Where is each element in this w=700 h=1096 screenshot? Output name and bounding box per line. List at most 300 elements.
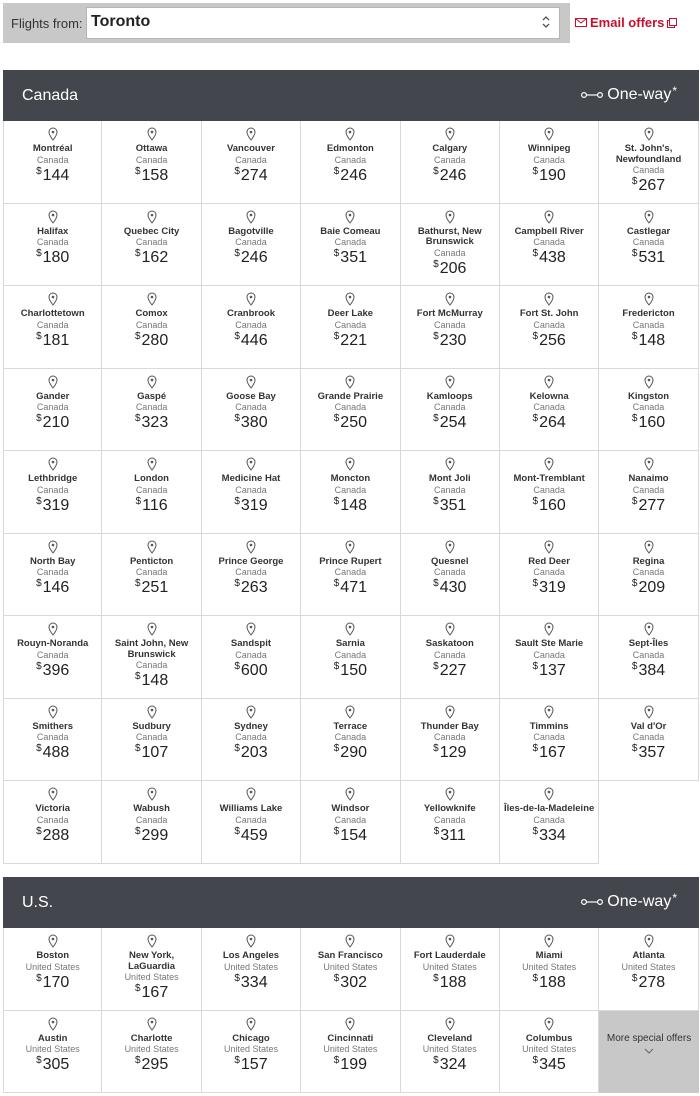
currency-symbol: $	[631, 972, 638, 984]
map-pin-icon	[147, 127, 157, 141]
destination-city: Bagotville	[228, 225, 274, 237]
destination-country: Canada	[235, 154, 267, 165]
destination-price	[500, 1056, 598, 1076]
flights-from-label: Flights from:	[11, 16, 83, 31]
destination-card[interactable]	[202, 534, 301, 617]
one-way-route-icon	[581, 898, 603, 906]
destination-price	[102, 497, 200, 517]
destination-card[interactable]	[599, 369, 698, 452]
destination-city: Atlanta	[632, 950, 665, 961]
destination-card[interactable]	[500, 121, 599, 204]
destination-price	[599, 497, 697, 517]
currency-symbol: $	[135, 495, 142, 507]
destination-card[interactable]	[500, 286, 599, 369]
destination-city: Kingston	[627, 390, 670, 402]
destination-price	[500, 744, 598, 764]
empty-cell	[599, 781, 698, 864]
destination-country: Canada	[135, 567, 168, 577]
destination-card[interactable]	[202, 451, 301, 534]
map-pin-icon	[345, 540, 355, 554]
destination-card[interactable]	[102, 534, 201, 617]
destination-city: Medicine Hat	[221, 473, 281, 484]
currency-symbol: $	[532, 1055, 539, 1066]
destination-price	[4, 744, 101, 764]
destination-country: United States	[25, 1044, 80, 1054]
currency-symbol: $	[532, 660, 539, 672]
map-pin-icon	[544, 705, 554, 719]
price-amount: 146	[42, 579, 70, 596]
map-pin-icon	[345, 457, 355, 471]
destination-city: Moncton	[330, 473, 371, 484]
destination-card[interactable]	[401, 781, 500, 864]
destination-country: Canada	[36, 402, 69, 412]
destination-card[interactable]	[301, 534, 400, 617]
map-pin-icon	[445, 210, 455, 224]
destination-city: Windsor	[331, 803, 370, 814]
destination-country: United States	[124, 1044, 179, 1054]
map-pin-icon	[445, 1017, 455, 1031]
destination-price	[4, 414, 101, 434]
destination-country: Canada	[433, 732, 466, 742]
destination-city: Îles-de-la-Madeleine	[504, 803, 595, 814]
price-amount: 438	[539, 249, 566, 266]
destination-price	[301, 414, 399, 434]
currency-symbol: $	[631, 660, 638, 672]
destination-card[interactable]	[599, 286, 698, 369]
currency-symbol: $	[333, 165, 340, 177]
destination-city: Cincinnati	[327, 1032, 374, 1044]
destination-city: Bathurst, New Brunswick	[417, 225, 482, 247]
destination-card[interactable]	[401, 534, 500, 617]
destination-card[interactable]	[3, 286, 102, 369]
destination-country: Canada	[334, 319, 367, 330]
destination-card[interactable]	[102, 928, 201, 1011]
destination-card[interactable]	[3, 781, 102, 864]
currency-symbol: $	[631, 176, 638, 187]
currency-symbol: $	[433, 413, 439, 424]
map-pin-icon	[246, 705, 256, 719]
destination-card[interactable]	[3, 1011, 102, 1094]
map-pin-icon	[445, 705, 455, 719]
map-pin-icon	[48, 705, 58, 719]
destination-country: Canada	[135, 154, 168, 165]
destination-card[interactable]	[301, 286, 400, 369]
destination-card[interactable]	[599, 928, 698, 1011]
destination-card[interactable]	[3, 121, 102, 204]
price-amount: 299	[141, 826, 169, 844]
destination-card[interactable]	[599, 616, 698, 699]
price-amount: 600	[240, 661, 268, 679]
price-amount: 380	[240, 414, 268, 431]
destination-card[interactable]	[301, 781, 400, 864]
destination-country: Canada	[36, 814, 69, 825]
currency-symbol: $	[532, 165, 539, 177]
currency-symbol: $	[631, 743, 638, 754]
destination-card[interactable]	[102, 121, 201, 204]
currency-symbol: $	[36, 165, 42, 177]
destination-country: Canada	[135, 814, 168, 825]
map-pin-icon	[345, 292, 355, 306]
price-amount: 305	[42, 1056, 70, 1073]
destination-city: Chicago	[232, 1032, 270, 1044]
destination-card[interactable]	[202, 616, 301, 699]
destination-card[interactable]	[202, 204, 301, 287]
destination-city: Cranbrook	[226, 308, 275, 319]
destination-card[interactable]	[102, 616, 201, 699]
destination-card[interactable]	[3, 534, 102, 617]
price-amount: 246	[340, 166, 367, 184]
destination-city: Fort Lauderdale	[413, 950, 486, 961]
destination-country: Canada	[334, 649, 367, 660]
destination-card[interactable]	[202, 1011, 301, 1094]
destination-price	[401, 579, 499, 599]
destination-price	[599, 414, 697, 434]
destination-card[interactable]	[401, 204, 500, 287]
destination-country: United States	[25, 961, 80, 972]
price-amount: 199	[340, 1056, 367, 1073]
destination-card[interactable]	[401, 928, 500, 1011]
map-pin-icon	[345, 127, 355, 141]
price-amount: 167	[141, 984, 169, 1001]
one-way-indicator	[581, 86, 677, 104]
currency-symbol: $	[333, 972, 340, 984]
currency-symbol: $	[36, 972, 42, 984]
origin-select[interactable]	[86, 7, 560, 39]
destination-card[interactable]	[599, 534, 698, 617]
destination-card[interactable]	[599, 121, 698, 204]
destination-card[interactable]	[401, 121, 500, 204]
destination-card[interactable]	[202, 928, 301, 1011]
destination-city: Miami	[535, 950, 563, 961]
destination-price	[4, 332, 101, 352]
destination-city: Victoria	[35, 803, 71, 814]
destination-country: Canada	[36, 567, 69, 577]
currency-symbol: $	[234, 1055, 240, 1066]
destination-card[interactable]	[500, 369, 599, 452]
map-pin-icon	[445, 457, 455, 471]
currency-symbol: $	[532, 578, 539, 589]
destination-price	[401, 260, 499, 280]
destination-price	[301, 974, 399, 994]
destination-country: United States	[522, 1044, 577, 1054]
destination-city: Val d'Or	[630, 720, 667, 732]
map-pin-icon	[644, 127, 654, 141]
destination-city: Saskatoon	[425, 638, 474, 649]
destination-city: Sept-Îles	[628, 638, 669, 649]
destination-city: Lethbridge	[28, 473, 78, 484]
email-offers-link[interactable]	[575, 15, 677, 30]
destination-card[interactable]	[401, 369, 500, 452]
destination-price	[102, 1056, 200, 1076]
currency-symbol: $	[532, 972, 539, 984]
currency-symbol: $	[433, 660, 439, 672]
destination-card[interactable]	[599, 699, 698, 782]
destination-price	[599, 332, 697, 352]
price-amount: 446	[240, 331, 268, 349]
price-amount: 221	[340, 331, 367, 349]
destination-price	[202, 167, 300, 187]
destination-country: Canada	[632, 402, 665, 412]
map-pin-icon	[246, 210, 256, 224]
currency-symbol: $	[333, 743, 340, 754]
price-amount: 430	[439, 579, 467, 596]
destination-country: Canada	[135, 237, 168, 247]
destination-card[interactable]	[599, 204, 698, 287]
destination-card[interactable]	[599, 451, 698, 534]
destination-card[interactable]	[3, 699, 102, 782]
destination-city: Sydney	[234, 720, 268, 732]
destination-card[interactable]	[401, 451, 500, 534]
price-amount: 263	[240, 579, 268, 596]
destination-card[interactable]	[102, 369, 201, 452]
one-way-label: One-way	[607, 86, 672, 103]
map-pin-icon	[147, 1017, 157, 1031]
destination-price	[301, 1056, 399, 1076]
currency-symbol: $	[433, 258, 439, 270]
destination-card[interactable]	[3, 369, 102, 452]
destination-card[interactable]	[3, 451, 102, 534]
currency-symbol: $	[234, 578, 240, 589]
destination-price	[202, 744, 300, 764]
section-header	[3, 70, 699, 121]
map-pin-icon	[48, 540, 58, 554]
destination-card[interactable]	[301, 616, 400, 699]
destination-card[interactable]	[500, 616, 599, 699]
destination-city: Charlotte	[130, 1032, 173, 1044]
price-amount: 319	[42, 496, 70, 514]
destination-price	[102, 827, 200, 847]
destination-card[interactable]	[202, 369, 301, 452]
destination-city: Fort St. John	[519, 308, 579, 319]
map-pin-icon	[644, 292, 654, 306]
destination-city: Red Deer	[528, 555, 570, 567]
destination-city: Fredericton	[622, 308, 675, 319]
destination-city: Penticton	[129, 555, 174, 567]
destination-country: Canada	[533, 484, 565, 495]
currency-symbol: $	[234, 825, 240, 837]
destination-city: Halifax	[37, 225, 69, 237]
currency-symbol: $	[631, 578, 638, 589]
destination-country: Canada	[433, 567, 466, 577]
currency-symbol: $	[134, 671, 141, 682]
destination-price	[500, 332, 598, 352]
destination-price	[4, 974, 101, 994]
destination-price	[500, 249, 598, 269]
destination-price	[401, 167, 499, 187]
destination-city: Baie Comeau	[320, 225, 381, 237]
price-amount: 158	[141, 166, 169, 184]
price-amount: 334	[539, 826, 566, 844]
destination-price	[500, 974, 598, 994]
destination-country: United States	[422, 961, 477, 972]
destination-city: Edmonton	[326, 143, 374, 154]
map-pin-icon	[345, 375, 355, 389]
price-amount: 230	[439, 331, 467, 349]
destination-city: Mont-Tremblant	[513, 473, 585, 484]
map-pin-icon	[246, 292, 256, 306]
destination-price	[599, 974, 697, 994]
destination-city: Comox	[135, 308, 168, 319]
currency-symbol: $	[532, 413, 539, 424]
destination-city: Boston	[36, 950, 70, 961]
currency-symbol: $	[333, 825, 340, 837]
destination-country: Canada	[433, 247, 466, 258]
one-way-route-icon	[581, 91, 603, 99]
destination-price	[202, 414, 300, 434]
currency-symbol: $	[234, 330, 240, 342]
price-amount: 190	[539, 166, 566, 184]
map-pin-icon	[48, 934, 58, 948]
destination-card[interactable]	[102, 699, 201, 782]
destination-country: Canada	[135, 660, 168, 670]
destination-price	[202, 579, 300, 599]
destination-price	[500, 414, 598, 434]
currency-symbol: $	[433, 330, 439, 342]
destination-card[interactable]	[301, 699, 400, 782]
destination-city: Regina	[632, 555, 665, 567]
currency-symbol: $	[433, 495, 439, 507]
destination-card[interactable]	[301, 204, 400, 287]
map-pin-icon	[544, 787, 554, 801]
destination-card[interactable]	[500, 451, 599, 534]
price-amount: 345	[539, 1056, 566, 1073]
destination-price	[4, 579, 101, 599]
destination-card[interactable]	[301, 121, 400, 204]
map-pin-icon	[246, 127, 256, 141]
destination-country: Canada	[533, 154, 565, 165]
destination-country: Canada	[533, 649, 565, 660]
destination-card[interactable]	[500, 781, 599, 864]
destination-card[interactable]	[401, 286, 500, 369]
destination-country: Canada	[433, 154, 466, 165]
destination-city: Mont Joli	[428, 473, 471, 484]
destination-price	[500, 579, 598, 599]
map-pin-icon	[644, 622, 654, 636]
origin-select-value: Toronto	[91, 13, 151, 30]
destination-card[interactable]	[102, 451, 201, 534]
map-pin-icon	[147, 787, 157, 801]
destination-city: Sarnia	[335, 638, 365, 649]
destination-city: Quebec City	[123, 225, 180, 237]
price-amount: 116	[142, 496, 168, 514]
destination-city: Los Angeles	[222, 950, 280, 961]
price-amount: 181	[42, 331, 70, 349]
destination-country: Canada	[533, 402, 565, 412]
currency-symbol: $	[333, 1055, 340, 1066]
destination-city: Terrace	[333, 720, 368, 732]
destination-card[interactable]	[401, 1011, 500, 1094]
price-amount: 459	[240, 826, 268, 844]
destination-card[interactable]	[102, 204, 201, 287]
more-special-offers-button[interactable]	[599, 1011, 698, 1094]
destination-card[interactable]	[301, 451, 400, 534]
currency-symbol: $	[36, 413, 42, 424]
destination-card[interactable]	[500, 204, 599, 287]
destination-country: Canada	[533, 567, 565, 577]
destination-card[interactable]	[500, 699, 599, 782]
currency-symbol: $	[631, 413, 638, 424]
destination-card[interactable]	[301, 369, 400, 452]
price-amount: 278	[638, 973, 666, 991]
destination-card[interactable]	[102, 286, 201, 369]
destination-country: Canada	[334, 814, 367, 825]
destination-price	[301, 827, 399, 847]
destination-price	[401, 662, 499, 682]
destination-price	[102, 249, 200, 269]
destination-country: Canada	[632, 484, 665, 495]
price-amount: 167	[539, 744, 566, 761]
destination-price	[401, 744, 499, 764]
destination-city: Winnipeg	[527, 143, 571, 154]
currency-symbol: $	[532, 330, 539, 342]
destination-card[interactable]	[3, 204, 102, 287]
destination-city: Kamloops	[426, 390, 473, 402]
map-pin-icon	[544, 127, 554, 141]
destination-country: Canada	[36, 484, 69, 495]
destination-price	[599, 744, 697, 764]
destination-card[interactable]	[102, 781, 201, 864]
destination-card[interactable]	[202, 121, 301, 204]
destination-card[interactable]	[202, 699, 301, 782]
destination-card[interactable]	[401, 616, 500, 699]
destination-card[interactable]	[500, 534, 599, 617]
map-pin-icon	[644, 934, 654, 948]
destination-card[interactable]	[202, 781, 301, 864]
destination-city: Timmins	[529, 720, 569, 732]
price-amount: 295	[141, 1056, 169, 1073]
currency-symbol: $	[333, 413, 340, 424]
destination-card[interactable]	[202, 286, 301, 369]
currency-symbol: $	[134, 165, 141, 177]
destination-country: Canada	[235, 567, 267, 577]
price-amount: 254	[439, 414, 467, 431]
map-pin-icon	[147, 292, 157, 306]
map-pin-icon	[345, 934, 355, 948]
currency-symbol: $	[234, 743, 240, 754]
destination-card[interactable]	[301, 1011, 400, 1094]
destination-card[interactable]	[3, 616, 102, 699]
destination-card[interactable]	[500, 1011, 599, 1094]
currency-symbol: $	[36, 660, 42, 672]
price-amount: 471	[340, 579, 367, 596]
destination-card[interactable]	[102, 1011, 201, 1094]
one-way-footnote-marker: *	[672, 84, 677, 98]
price-amount: 351	[439, 496, 467, 514]
price-amount: 531	[638, 249, 666, 266]
price-amount: 251	[141, 579, 169, 596]
destination-city: Ottawa	[135, 143, 168, 154]
map-pin-icon	[246, 375, 256, 389]
destination-card[interactable]	[3, 928, 102, 1011]
destination-city: Columbus	[525, 1032, 573, 1044]
destination-city: Quesnel	[431, 555, 469, 567]
currency-symbol: $	[433, 972, 439, 984]
map-pin-icon	[246, 540, 256, 554]
price-amount: 319	[539, 579, 566, 596]
price-amount: 246	[439, 166, 467, 184]
destination-card[interactable]	[401, 699, 500, 782]
price-amount: 160	[539, 496, 566, 514]
destination-country: Canada	[533, 814, 565, 825]
destination-price	[301, 167, 399, 187]
destination-city: Cleveland	[427, 1032, 473, 1044]
destination-country: Canada	[334, 732, 367, 742]
currency-symbol: $	[36, 330, 42, 342]
destination-city: Gander	[36, 390, 70, 402]
destination-card[interactable]	[301, 928, 400, 1011]
destination-card[interactable]	[500, 928, 599, 1011]
destination-city: Castlegar	[626, 225, 671, 237]
